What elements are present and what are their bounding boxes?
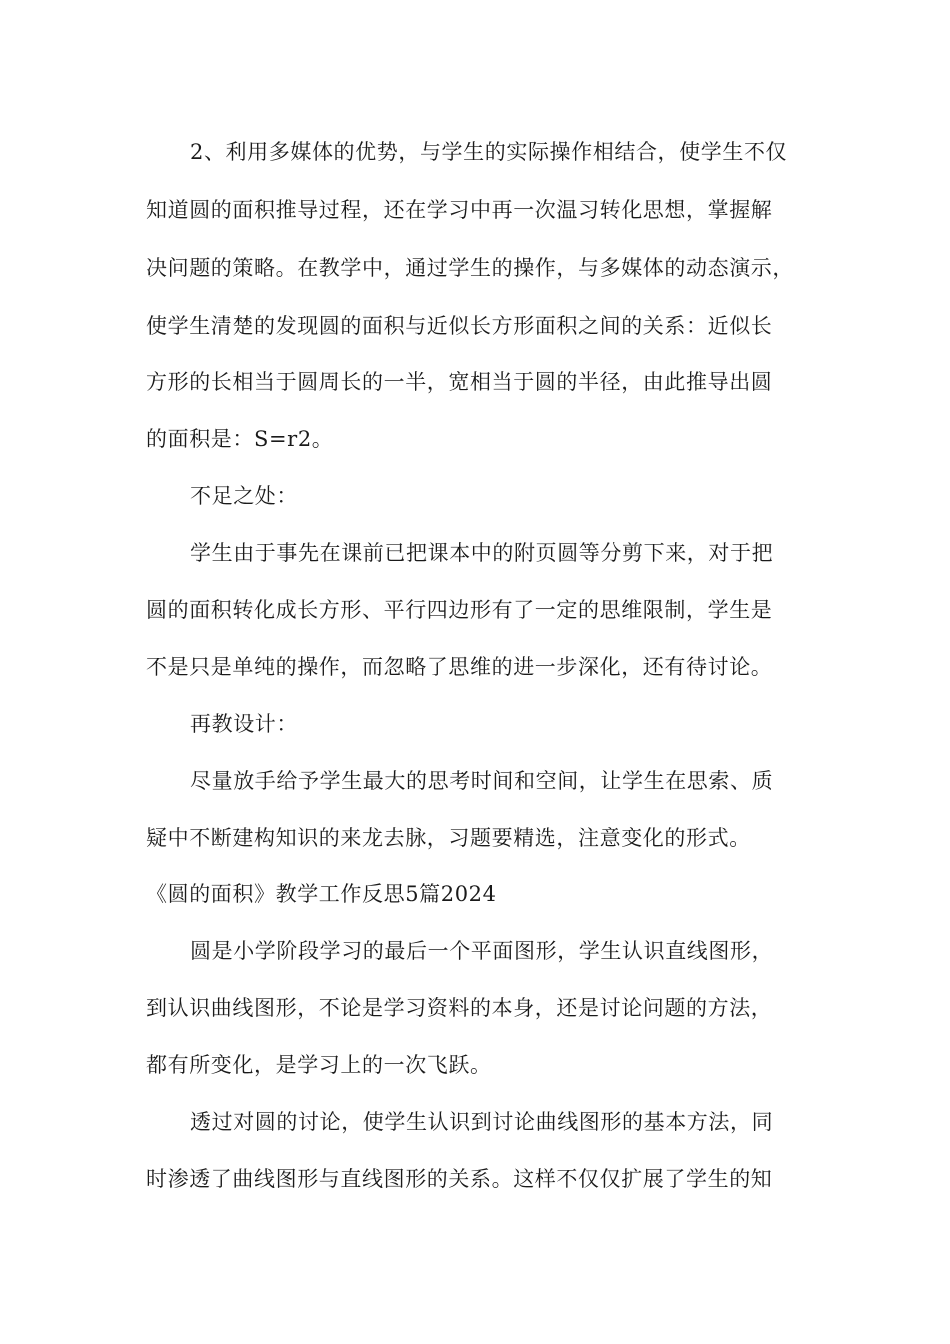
paragraph-line: 尽量放手给予学生最大的思考时间和空间，让学生在思索、质 (190, 769, 774, 793)
paragraph-line: 方形的长相当于圆周长的一半，宽相当于圆的半径，由此推导出圆 (146, 370, 773, 394)
paragraph-line: 使学生清楚的发现圆的面积与近似长方形面积之间的关系：近似长 (146, 314, 773, 338)
section-heading: 再教设计： (190, 712, 298, 736)
paragraph-line: 决问题的策略。在教学中，通过学生的操作，与多媒体的动态演示， (146, 256, 794, 280)
paragraph-line: 到认识曲线图形，不论是学习资料的本身，还是讨论问题的方法， (146, 996, 773, 1020)
paragraph-line: 疑中不断建构知识的来龙去脉，习题要精选，注意变化的形式。 (146, 826, 751, 850)
paragraph-line: 2、利用多媒体的优势，与学生的实际操作相结合，使学生不仅 (190, 140, 788, 164)
paragraph-line: 时渗透了曲线图形与直线图形的关系。这样不仅仅扩展了学生的知 (146, 1167, 773, 1191)
document-title: 《圆的面积》教学工作反思5篇2024 (146, 882, 497, 906)
paragraph-line: 圆的面积转化成长方形、平行四边形有了一定的思维限制，学生是 (146, 598, 773, 622)
paragraph-line: 透过对圆的讨论，使学生认识到讨论曲线图形的基本方法，同 (190, 1110, 774, 1134)
section-heading: 不足之处： (190, 484, 298, 508)
paragraph-line: 圆是小学阶段学习的最后一个平面图形，学生认识直线图形， (190, 939, 774, 963)
paragraph-line: 不是只是单纯的操作，而忽略了思维的进一步深化，还有待讨论。 (146, 655, 773, 679)
paragraph-line: 的面积是：S=r2。 (146, 427, 334, 451)
paragraph-line: 学生由于事先在课前已把课本中的附页圆等分剪下来，对于把 (190, 541, 774, 565)
paragraph-line: 知道圆的面积推导过程，还在学习中再一次温习转化思想，掌握解 (146, 198, 773, 222)
paragraph-line: 都有所变化，是学习上的一次飞跃。 (146, 1053, 492, 1077)
